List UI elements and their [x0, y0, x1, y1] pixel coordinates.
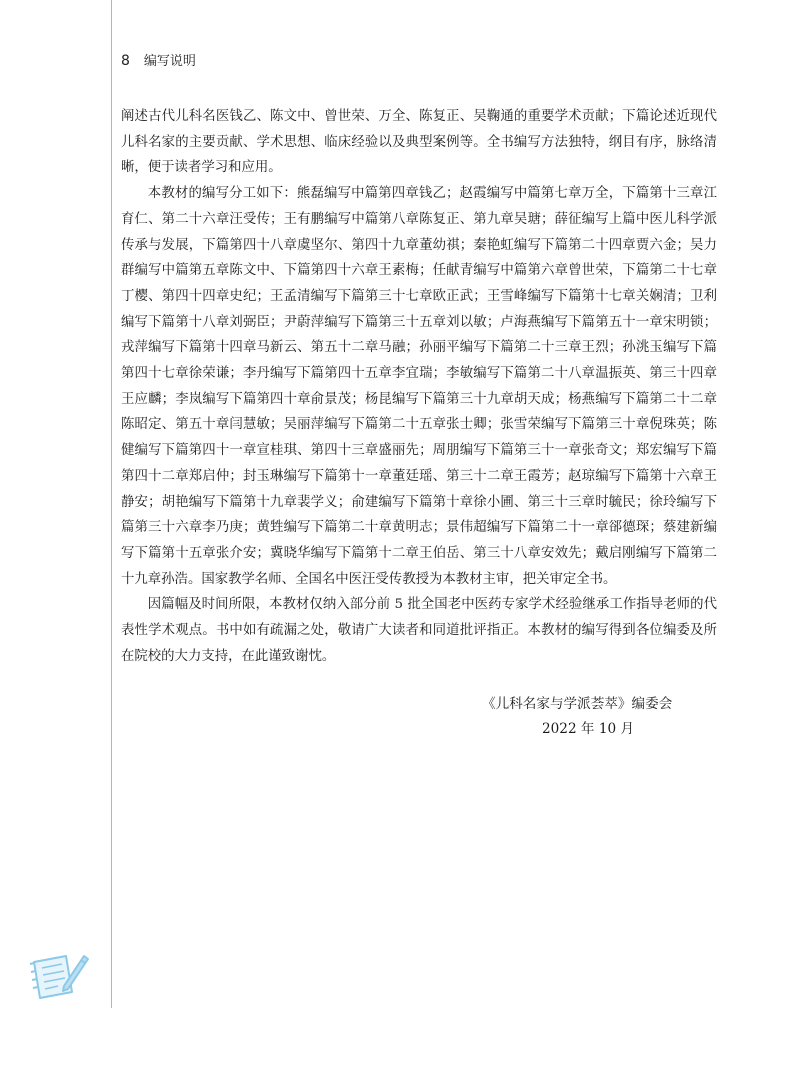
section-title: 编写说明 [143, 54, 196, 69]
margin-line [111, 0, 112, 1008]
notebook-pencil-icon [28, 948, 90, 1004]
signature-date: 2022 年 10 月 [542, 721, 635, 737]
paragraph-continuation: 阐述古代儿科名医钱乙、陈文中、曾世荣、万全、陈复正、吴鞠通的重要学术贡献；下篇论述近现代儿科名家的主要贡献、学术思想、临床经验以及典型案例等。全书编写方法独特，纲目有序，脉络清晰，便于读者学习和应用。 [121, 109, 717, 176]
signature-block [482, 692, 702, 742]
paragraph-authors: 本教材的编写分工如下：熊磊编写中篇第四章钱乙；赵霞编写中篇第七章万全，下篇第十三章江育仁、第二十六章汪受传；王有鹏编写中篇第八章陈复正、第九章吴瑭；薛征编写上篇中医儿科学派传承与发展，下篇第四十八章虞坚尔、第四十九章董幼祺；秦艳虹编写下篇第二十四章贾六金；吴力群编写中篇第五章陈文中、下篇第四十六章王素梅；任献青编写中篇第六章曾世荣，下篇第二十七章丁樱、第四十四章史纪；王孟清编写下篇第三十七章欧正武；王雪峰编写下篇第十七章关娴清；卫利编写下篇第十八章刘弼臣；尹蔚萍编写下篇第三十五章刘以敏；卢海燕编写下篇第五十一章宋明锁；戎萍编写下篇第十四章马新云、第五十二章马融；孙丽平编写下篇第二十三章王烈；孙洮玉编写下篇第四十七章徐荣谦；李丹编写下篇第四十五章李宜瑞；李敏编写下篇第二十八章温振英、第三十四章王应麟；李岚编写下篇第四十章俞景茂；杨昆编写下篇第三十九章胡天成；杨燕编写下篇第二十二章陈昭定、第五十章闫慧敏；吴丽萍编写下篇第二十五章张士卿；张雪荣编写下篇第三十章倪珠英；陈健编写下篇第四十一章宣桂琪、第四十三章盛丽先；周朋编写下篇第三十一章张奇文；郑宏编写下篇第四十二章郑启仲；封玉琳编写下篇第十一章董廷瑶、第三十二章王霞芳；赵琼编写下篇第十六章王静安；胡艳编写下篇第十九章裴学义；俞建编写下篇第十章徐小圃、第三十三章时毓民；徐玲编写下篇第三十六章李乃庚；黄甡编写下篇第二十章黄明志；景伟超编写下篇第二十一章郤德琛；蔡建新编写下篇第十五章张介安；冀晓华编写下篇第十二章王伯岳、第三十八章安效先；戴启刚编写下篇第二十九章孙浩。国家教学名师、全国名中医汪受传教授为本教材主审，把关审定全书。 [121, 186, 717, 587]
body-text [121, 104, 717, 669]
page-header [121, 50, 196, 69]
paragraph-closing: 因篇幅及时间所限，本教材仅纳入部分前 5 批全国老中医药专家学术经验继承工作指导老师的代表性学术观点。书中如有疏漏之处，敬请广大读者和同道批评指正。本教材的编写得到各位编委及所在院校的大力支持，在此谨致谢忱。 [121, 597, 717, 664]
editorial-committee: 《儿科名家与学派荟萃》编委会 [482, 696, 673, 712]
page-number: 8 [121, 53, 130, 69]
